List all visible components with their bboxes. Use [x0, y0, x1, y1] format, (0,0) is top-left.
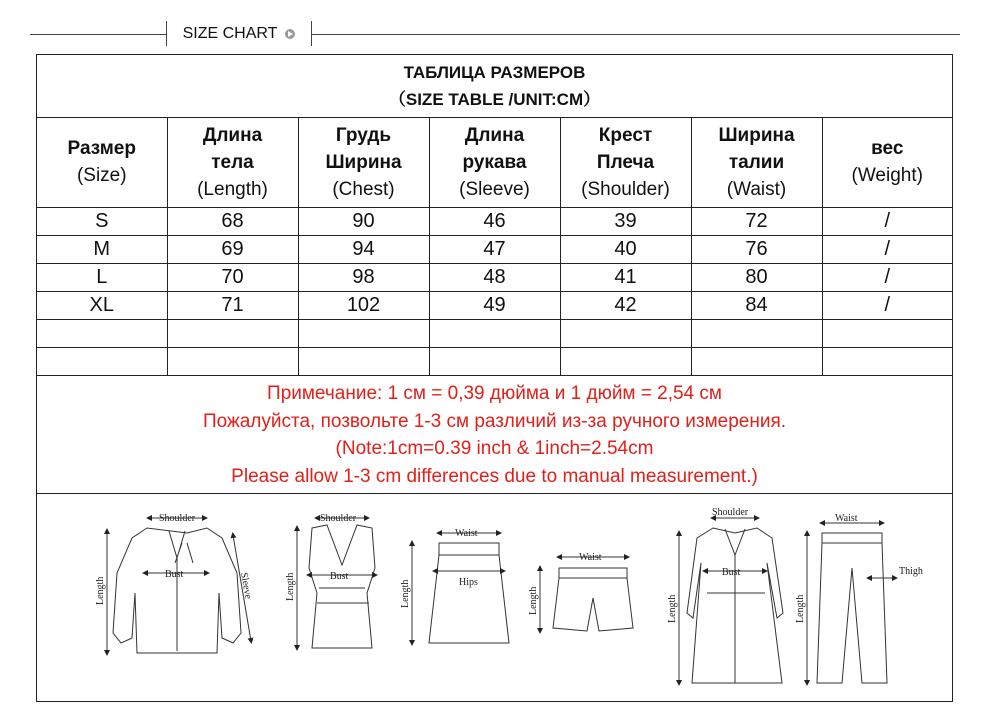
col-header-size: Размер (Size) [37, 117, 167, 208]
figure-label: Length [528, 586, 539, 615]
figure-label: Shoulder [712, 507, 749, 518]
table-cell [691, 320, 822, 348]
table-cell [560, 320, 691, 348]
figure-label: Length [667, 594, 678, 623]
figure-label: Length [795, 594, 806, 623]
table-row [37, 208, 952, 236]
table-cell: 40 [560, 236, 691, 264]
tank-top-diagram [297, 518, 375, 648]
col-header-chest: Грудь Ширина (Chest) [298, 117, 429, 208]
figure-label: Bust [330, 571, 349, 582]
size-table-frame [36, 54, 953, 702]
table-cell [37, 348, 167, 376]
figure-label: Waist [579, 552, 602, 563]
coat-diagram [679, 518, 783, 683]
measurement-notes [37, 377, 952, 494]
table-cell [822, 320, 952, 348]
table-cell [822, 348, 952, 376]
figure-label: Hips [459, 577, 478, 588]
table-row [37, 348, 952, 376]
header-rule-right [310, 34, 960, 35]
table-cell: 72 [691, 208, 822, 236]
figure-label: Thigh [899, 566, 923, 577]
figure-label: Length [285, 572, 296, 601]
table-cell: 48 [429, 264, 560, 292]
table-cell: 90 [298, 208, 429, 236]
table-cell: 76 [691, 236, 822, 264]
table-cell: / [822, 208, 952, 236]
size-chart-label: SIZE CHART [182, 24, 278, 42]
figure-label: Length [400, 579, 411, 608]
size-chart-header [166, 21, 312, 46]
header-rule-left [30, 34, 166, 35]
table-cell [298, 348, 429, 376]
figure-label: Bust [722, 567, 741, 578]
table-cell [167, 348, 298, 376]
figure-label: Waist [835, 513, 858, 524]
figure-label: Shoulder [320, 513, 357, 524]
table-title-ru: ТАБЛИЦА РАЗМЕРОВ [403, 63, 586, 82]
col-header-waist: Ширина талии (Waist) [691, 117, 822, 208]
table-cell: 84 [691, 292, 822, 320]
table-cell: 102 [298, 292, 429, 320]
table-cell: 41 [560, 264, 691, 292]
figure-label: Sleeve [238, 571, 254, 600]
col-header-sleeve: Длина рукава (Sleeve) [429, 117, 560, 208]
note-line: Please allow 1-3 cm differences due to manual measurement.) [231, 465, 758, 487]
table-cell [560, 348, 691, 376]
table-cell: 47 [429, 236, 560, 264]
table-row [37, 292, 952, 320]
table-cell [298, 320, 429, 348]
table-cell: / [822, 292, 952, 320]
note-line: Примечание: 1 см = 0,39 дюйма и 1 дюйм = 2,54 см [267, 383, 722, 404]
table-cell: 71 [167, 292, 298, 320]
table-cell: 94 [298, 236, 429, 264]
garment-diagrams-svg [37, 493, 952, 701]
table-row [37, 236, 952, 264]
table-cell [37, 320, 167, 348]
figure-label: Waist [455, 528, 478, 539]
table-cell: / [822, 236, 952, 264]
figure-label: Length [95, 576, 106, 605]
table-cell: XL [37, 292, 167, 320]
table-header-row [37, 117, 952, 208]
table-cell: 42 [560, 292, 691, 320]
play-arrow-icon [285, 29, 295, 39]
figure-label: Bust [165, 569, 184, 580]
note-line: Пожалуйста, позвольте 1-3 см различий из-за ручного измерения. [202, 410, 787, 432]
table-cell: 46 [429, 208, 560, 236]
table-cell [429, 320, 560, 348]
table-cell: 49 [429, 292, 560, 320]
table-cell: S [37, 208, 167, 236]
pants-diagram [807, 523, 895, 683]
table-title [37, 55, 952, 118]
table-cell [429, 348, 560, 376]
note-line: (Note:1cm=0.39 inch & 1inch=2.54cm [335, 438, 654, 459]
shorts-diagram [540, 557, 633, 631]
table-cell: 39 [560, 208, 691, 236]
col-header-weight: вес (Weight) [822, 117, 952, 208]
size-table [37, 117, 952, 376]
table-cell: 98 [298, 264, 429, 292]
table-cell [167, 320, 298, 348]
table-cell: 68 [167, 208, 298, 236]
table-cell: / [822, 264, 952, 292]
table-row [37, 264, 952, 292]
garment-diagrams [37, 493, 952, 701]
table-cell: 70 [167, 264, 298, 292]
figure-label: Shoulder [159, 513, 196, 524]
col-header-shoulder: Крест Плеча (Shoulder) [560, 117, 691, 208]
table-title-en: （SIZE TABLE /UNIT:CM） [388, 90, 601, 109]
skirt-diagram [412, 533, 509, 643]
table-row [37, 320, 952, 348]
table-cell: L [37, 264, 167, 292]
table-cell: 69 [167, 236, 298, 264]
table-cell: M [37, 236, 167, 264]
col-header-length: Длина тела (Length) [167, 117, 298, 208]
table-cell: 80 [691, 264, 822, 292]
blouse-diagram [107, 518, 251, 653]
table-cell [691, 348, 822, 376]
